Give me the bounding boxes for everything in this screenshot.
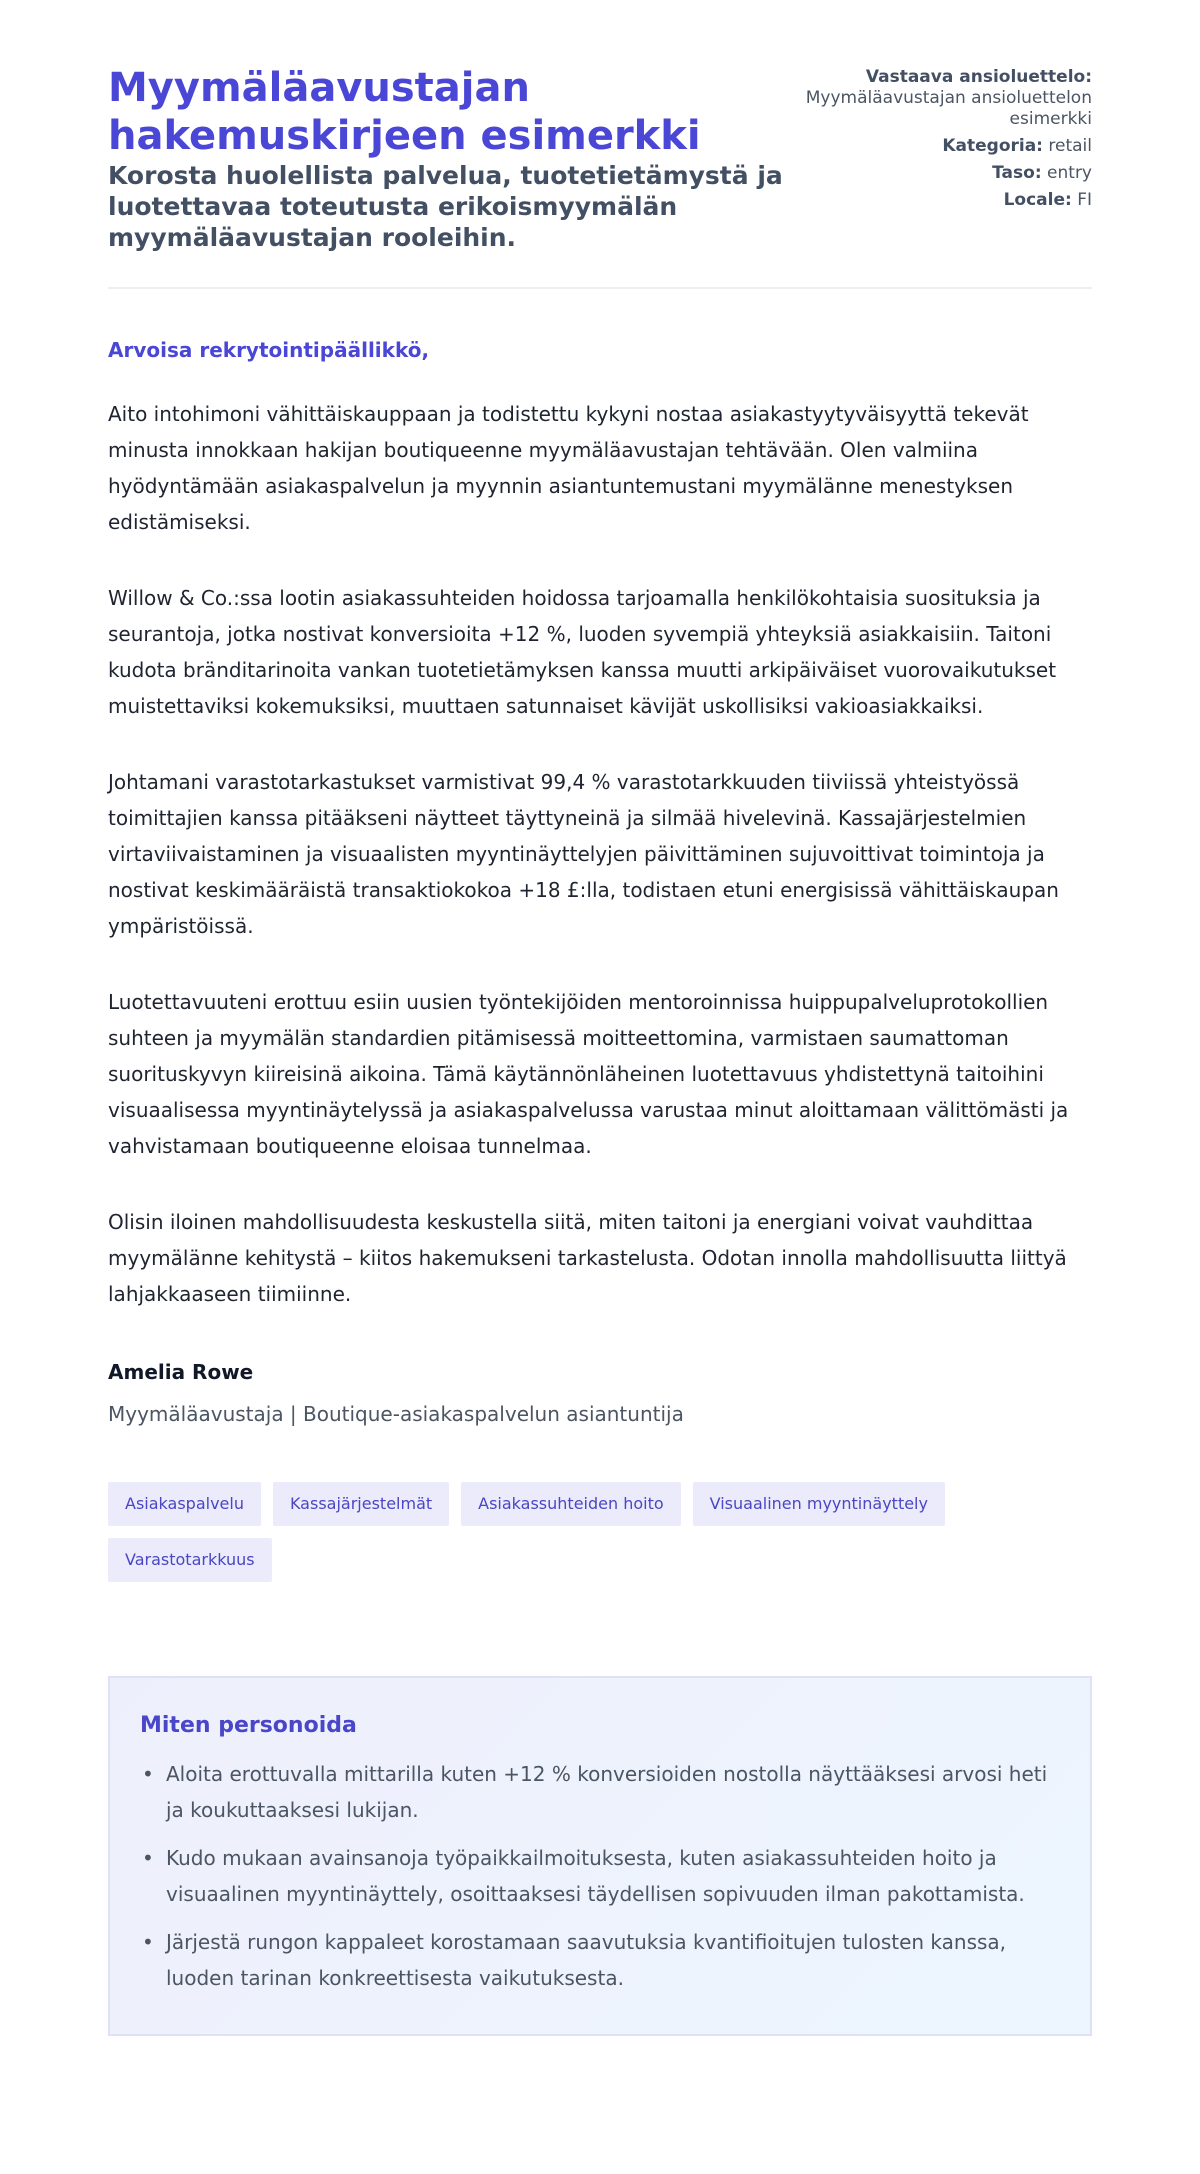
skill-tag: Asiakassuhteiden hoito <box>461 1482 681 1526</box>
meta-level-label: Taso: <box>992 163 1042 183</box>
letter-paragraph: Olisin iloinen mahdollisuudesta keskustella siitä, miten taitoni ja energiani voivat vauhdittaa myymälänne kehitystä – kiitos hakemukseni tarkastelusta. Odotan innolla mahdollisuutta liittyä lahjakkaaseen tiimiinne. <box>108 1210 1067 1306</box>
skill-tag: Asiakaspalvelu <box>108 1482 261 1526</box>
meta-resume-label: Vastaava ansioluettelo: <box>865 67 1092 87</box>
tip-text: Aloita erottuvalla mittarilla kuten +12 % konversioiden nostolla näyttääksesi arvosi heti ja koukuttaaksesi lukijan. <box>166 1762 1048 1822</box>
meta-level-value: entry <box>1047 163 1092 183</box>
tips-list <box>140 1756 1060 1996</box>
meta-category-label: Kategoria: <box>942 136 1043 156</box>
meta-category <box>803 136 1092 157</box>
tip-text: Järjestä rungon kappaleet korostamaan saavutuksia kvantifioitujen tulosten kanssa, luoden tarinan konkreettisesta vaikutuksesta. <box>166 1930 1007 1990</box>
meta-resume <box>803 67 1092 130</box>
bullet-icon: • <box>142 1762 154 1786</box>
meta-resume-link[interactable]: Myymäläavustajan ansioluettelon esimerkki <box>805 88 1092 129</box>
bullet-icon: • <box>142 1846 154 1870</box>
letter-paragraph: Johtamani varastotarkastukset varmistivat 99,4 % varastotarkkuuden tiiviissä yhteistyössä toimittajien kanssa pitääkseni näytteet täyttyneinä ja silmää hivelevinä. Kassajärjestelmien virtaviivaistaminen ja visuaalisten myyntinäyttelyjen päivittäminen sujuvoittivat toimintoja ja nostivat keskimääräistä transaktiokokoa +18 £:lla, todistaen etuni energisissä vähittäiskaupan ympäristöissä. <box>108 770 1059 938</box>
skill-tag: Visuaalinen myyntinäyttely <box>693 1482 945 1526</box>
letter-body <box>108 396 1092 1312</box>
page-header <box>108 64 1092 289</box>
letter-salutation: Arvoisa rekrytointipäällikkö, <box>108 338 430 362</box>
tip-item <box>140 1756 1060 1828</box>
meta-locale-label: Locale: <box>1003 190 1072 210</box>
meta-level <box>803 163 1092 184</box>
tip-text: Kudo mukaan avainsanoja työpaikkailmoituksesta, kuten asiakassuhteiden hoito ja visuaalinen myyntinäyttely, osoittaaksesi täydellisen sopivuuden ilman pakottamista. <box>166 1846 1025 1906</box>
signature-title: Myymäläavustaja | Boutique-asiakaspalvelun asiantuntija <box>108 1402 684 1426</box>
personalization-tips <box>108 1676 1092 2036</box>
letter-paragraph: Aito intohimoni vähittäiskauppaan ja todistettu kykyni nostaa asiakastyytyväisyyttä tekevät minusta innokkaan hakijan boutiqueenne myymäläavustajan tehtävään. Olen valmiina hyödyntämään asiakaspalvelun ja myynnin asiantuntemustani myymälänne menestyksen edistämiseksi. <box>108 402 1029 534</box>
meta-info <box>803 64 1092 217</box>
signature-name: Amelia Rowe <box>108 1360 254 1384</box>
skill-tag: Varastotarkkuus <box>108 1538 272 1582</box>
page-title: Myymäläavustajan hakemuskirjeen esimerkki <box>108 65 701 159</box>
meta-locale <box>803 190 1092 211</box>
letter-signature <box>108 1358 1092 1428</box>
skill-tag: Kassajärjestelmät <box>273 1482 449 1526</box>
tip-item <box>140 1924 1060 1996</box>
page-subtitle: Korosta huolellista palvelua, tuotetietämystä ja luotettavaa toteutusta erikoismyymälän myymäläavustajan rooleihin. <box>108 161 783 252</box>
skill-tags <box>108 1482 1092 1582</box>
meta-locale-value: FI <box>1077 190 1092 210</box>
bullet-icon: • <box>142 1930 154 1954</box>
letter-paragraph: Willow & Co.:ssa lootin asiakassuhteiden hoidossa tarjoamalla henkilökohtaisia suosituksia ja seurantoja, jotka nostivat konversioita +12 %, luoden syvempiä yhteyksiä asiakkaisiin. Taitoni kudota bränditarinoita vankan tuotetietämyksen kanssa muutti arkipäiväiset vuorovaikutukset muistettaviksi kokemuksiksi, muuttaen satunnaiset kävijät uskollisiksi vakioasiakkaiksi. <box>108 586 1057 718</box>
meta-category-value: retail <box>1048 136 1092 156</box>
tip-item <box>140 1840 1060 1912</box>
tips-title: Miten personoida <box>140 1713 357 1738</box>
letter-paragraph: Luotettavuuteni erottuu esiin uusien työntekijöiden mentoroinnissa huippupalveluprotokollien suhteen ja myymälän standardien pitämisessä moitteettomina, varmistaen saumattoman suorituskyvyn kiireisinä aikoina. Tämä käytännönläheinen luotettavuus yhdistettynä taitoihini visuaalisessa myyntinäytelyssä ja asiakaspalvelussa varustaa minut aloittamaan välittömästi ja vahvistamaan boutiqueenne eloisaa tunnelmaa. <box>108 990 1069 1158</box>
header-titles <box>108 64 803 253</box>
